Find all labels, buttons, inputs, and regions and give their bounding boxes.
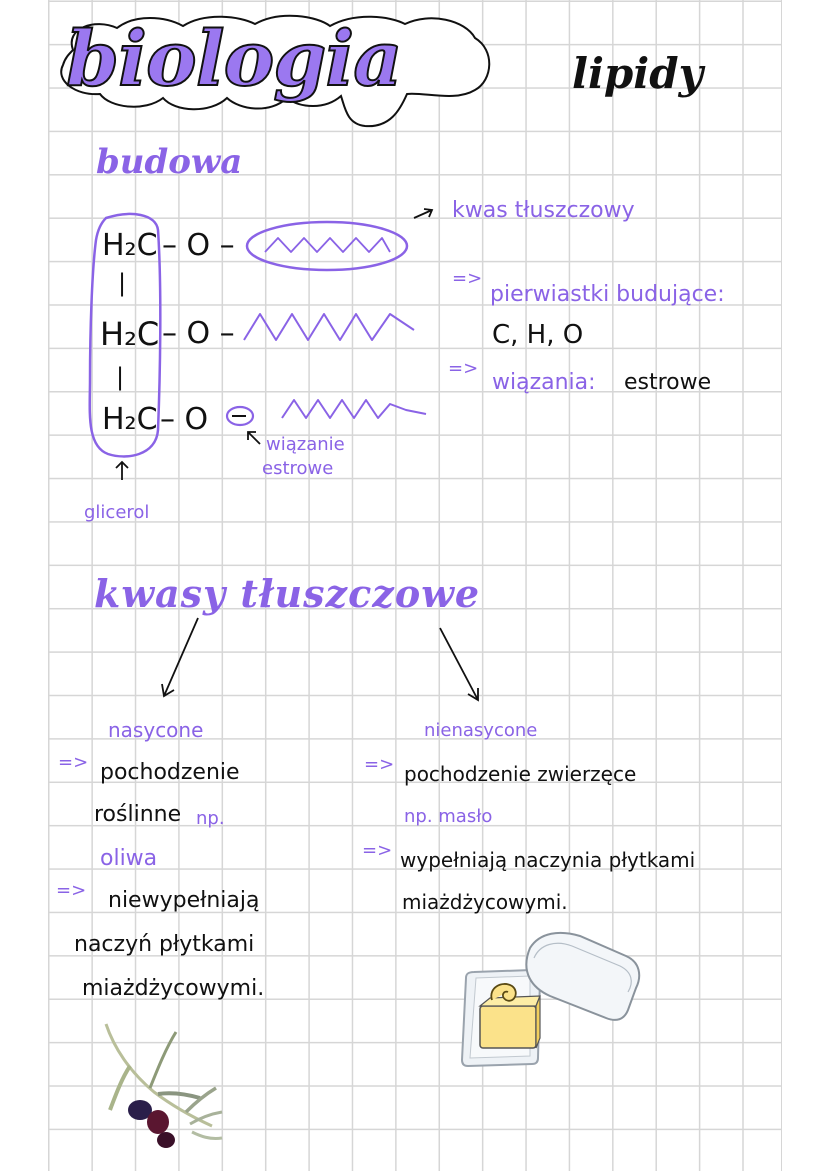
arrow-to-unsaturated (436, 624, 486, 706)
saturated-example: oliwa (100, 846, 158, 871)
formula-row-1-group: H₂C (102, 228, 158, 263)
section-heading-fatty-acids: kwasy tłuszczowe (94, 571, 481, 616)
saturated-title: nasycone (108, 718, 204, 742)
bonds-value: estrowe (624, 370, 712, 395)
formula-row-3-link: – O (160, 402, 209, 437)
arrow-to-fatty-acid-label (410, 204, 440, 224)
arrow-to-glycerol (112, 458, 132, 484)
label-ester-bond-line2: estrowe (262, 458, 334, 479)
label-glycerol: glicerol (84, 502, 150, 523)
formula-bond-1: | (118, 269, 127, 297)
formula-row-3-group: H₂C (102, 402, 158, 437)
bullet-arrow: => (58, 752, 89, 773)
bullet-arrow: => (452, 268, 483, 289)
saturated-effect-line3: miażdżycowymi. (82, 976, 265, 1001)
saturated-example-prefix: np. (196, 808, 225, 829)
butter-dish-illustration (460, 930, 645, 1070)
label-ester-bond-line1: wiązanie (266, 434, 345, 455)
section-heading-budowa: budowa (96, 142, 243, 182)
bullet-arrow: => (56, 880, 87, 901)
unsaturated-effect-line1: wypełniają naczynia płytkami (400, 848, 696, 872)
olive-branch-illustration (100, 1018, 230, 1158)
unsaturated-example: np. masło (404, 806, 493, 827)
unsaturated-origin: pochodzenie zwierzęce (404, 762, 637, 786)
saturated-effect-line2: naczyń płytkami (74, 932, 255, 957)
saturated-origin-line2: roślinne (94, 802, 182, 827)
label-fatty-acid: kwas tłuszczowy (452, 198, 635, 223)
topic-title: lipidy (572, 49, 704, 98)
elements-label: pierwiastki budujące: (490, 282, 725, 307)
arrow-to-ester-bond (242, 426, 266, 450)
fatty-acid-chain-1 (245, 220, 415, 280)
subject-title: biologia (66, 14, 402, 103)
bullet-arrow: => (364, 754, 395, 775)
formula-row-1-link: – O – (162, 228, 235, 263)
bullet-arrow: => (362, 840, 393, 861)
formula-row-2-group: H₂C (100, 315, 160, 353)
saturated-origin-line1: pochodzenie (100, 760, 240, 785)
unsaturated-effect-line2: miażdżycowymi. (402, 890, 568, 914)
bonds-label: wiązania: (492, 370, 596, 395)
elements-value: C, H, O (492, 320, 584, 350)
saturated-effect-line1: niewypełniają (108, 888, 260, 913)
bullet-arrow: => (448, 358, 479, 379)
formula-bond-2: | (116, 363, 125, 391)
arrow-to-saturated (156, 614, 206, 704)
fatty-acid-chain-2 (240, 306, 420, 346)
formula-row-2-link: – O – (162, 316, 235, 351)
unsaturated-title: nienasycone (424, 720, 538, 741)
